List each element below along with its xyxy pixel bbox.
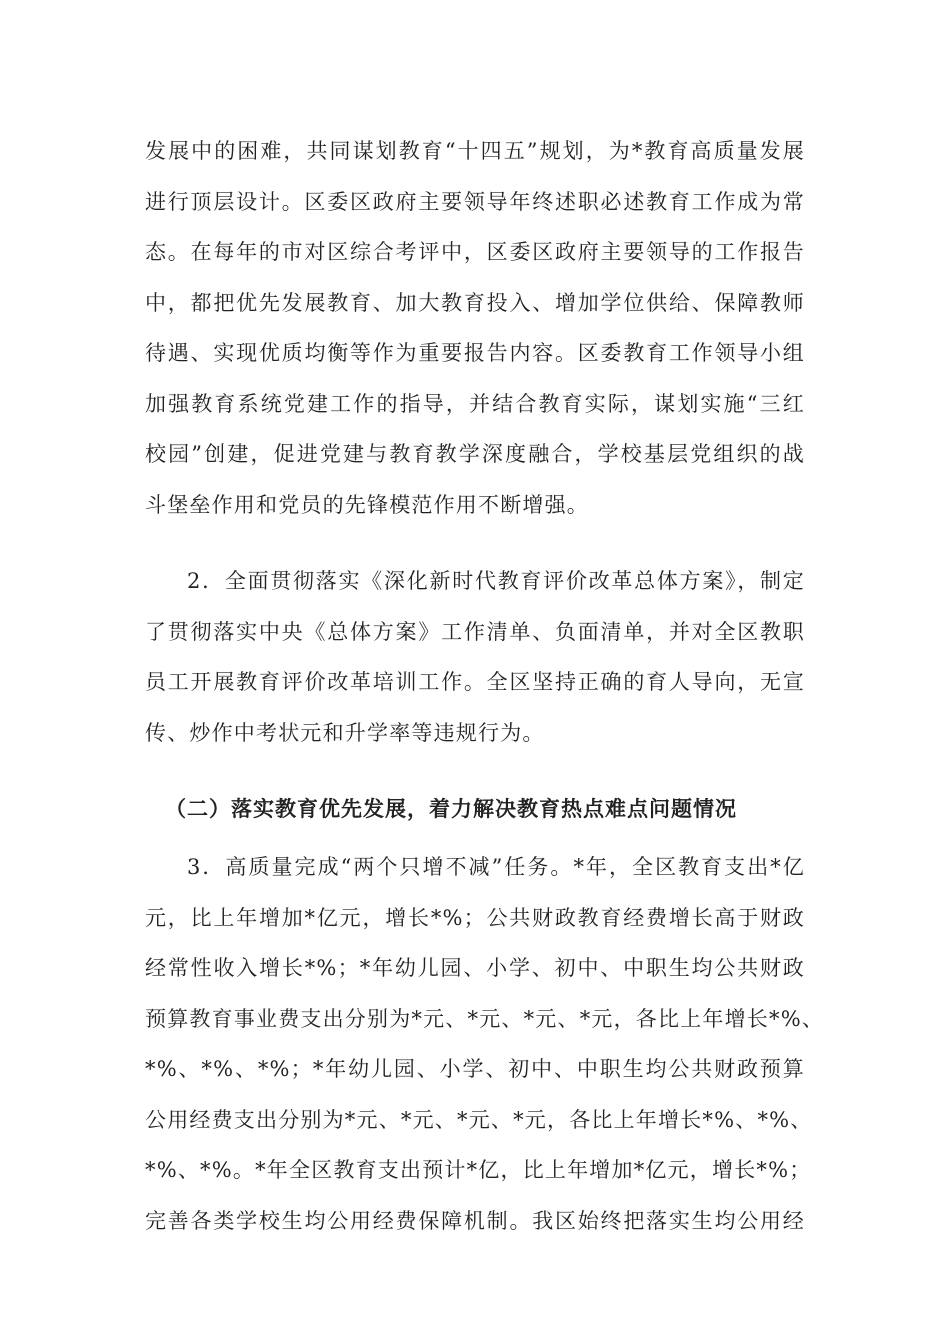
text-line: 进行顶层设计。区委区政府主要领导年终述职必述教育工作成为常 (145, 189, 805, 214)
section-heading: （二）落实教育优先发展，着力解决教育热点难点问题情况 (165, 796, 737, 821)
text-line: 经常性收入增长*%；*年幼儿园、小学、初中、中职生均公共财政 (145, 956, 805, 980)
text-line: 待遇、实现优质均衡等作为重要报告内容。区委教育工作领导小组 (145, 341, 805, 365)
text-line: 公用经费支出分别为*元、*元、*元、*元，各比上年增长*%、*%、 (145, 1107, 813, 1132)
paragraph-evaluation-reform (145, 556, 805, 758)
paragraph-gap (145, 530, 805, 556)
text-line: *%、*%、*%；*年幼儿园、小学、初中、中职生均公共财政预算 (145, 1057, 805, 1081)
paragraph-gap (145, 758, 805, 784)
text-line: 了贯彻落实中央《总体方案》工作清单、负面清单，并对全区教职 (145, 619, 805, 644)
paragraph-party-leadership (145, 126, 805, 530)
text-line: 校园”创建，促进党建与教育教学深度融合，学校基层党组织的战 (145, 442, 805, 466)
text-line: *%、*%。*年全区教育支出预计*亿，比上年增加*亿元，增长*%； (145, 1158, 812, 1182)
paragraph-gap (145, 834, 805, 842)
text-line: 3．高质量完成“两个只增不减”任务。*年，全区教育支出*亿 (187, 855, 805, 879)
text-line: 态。在每年的市对区综合考评中，区委区政府主要领导的工作报告 (145, 240, 805, 264)
paragraph-funding (145, 842, 825, 1246)
text-line: 加强教育系统党建工作的指导，并结合教育实际，谋划实施“三红 (145, 391, 805, 416)
text-line: 元，比上年增加*亿元，增长*%；公共财政教育经费增长高于财政 (145, 905, 805, 930)
text-line: 传、炒作中考状元和升学率等违规行为。 (145, 720, 545, 745)
document-page (145, 126, 825, 1246)
text-line: 完善各类学校生均公用经费保障机制。我区始终把落实生均公用经 (145, 1208, 805, 1233)
text-line: 斗堡垒作用和党员的先锋模范作用不断增强。 (145, 492, 589, 517)
text-line: 预算教育事业费支出分别为*元、*元、*元、*元，各比上年增长*%、 (145, 1006, 825, 1031)
text-line: 2．全面贯彻落实《深化新时代教育评价改革总体方案》，制定 (187, 569, 805, 593)
text-line: 员工开展教育评价改革培训工作。全区坚持正确的育人导向，无宣 (145, 670, 805, 694)
text-line: 发展中的困难，共同谋划教育“十四五”规划，为*教育高质量发展 (145, 139, 805, 163)
text-line: 中，都把优先发展教育、加大教育投入、增加学位供给、保障教师 (145, 290, 805, 315)
